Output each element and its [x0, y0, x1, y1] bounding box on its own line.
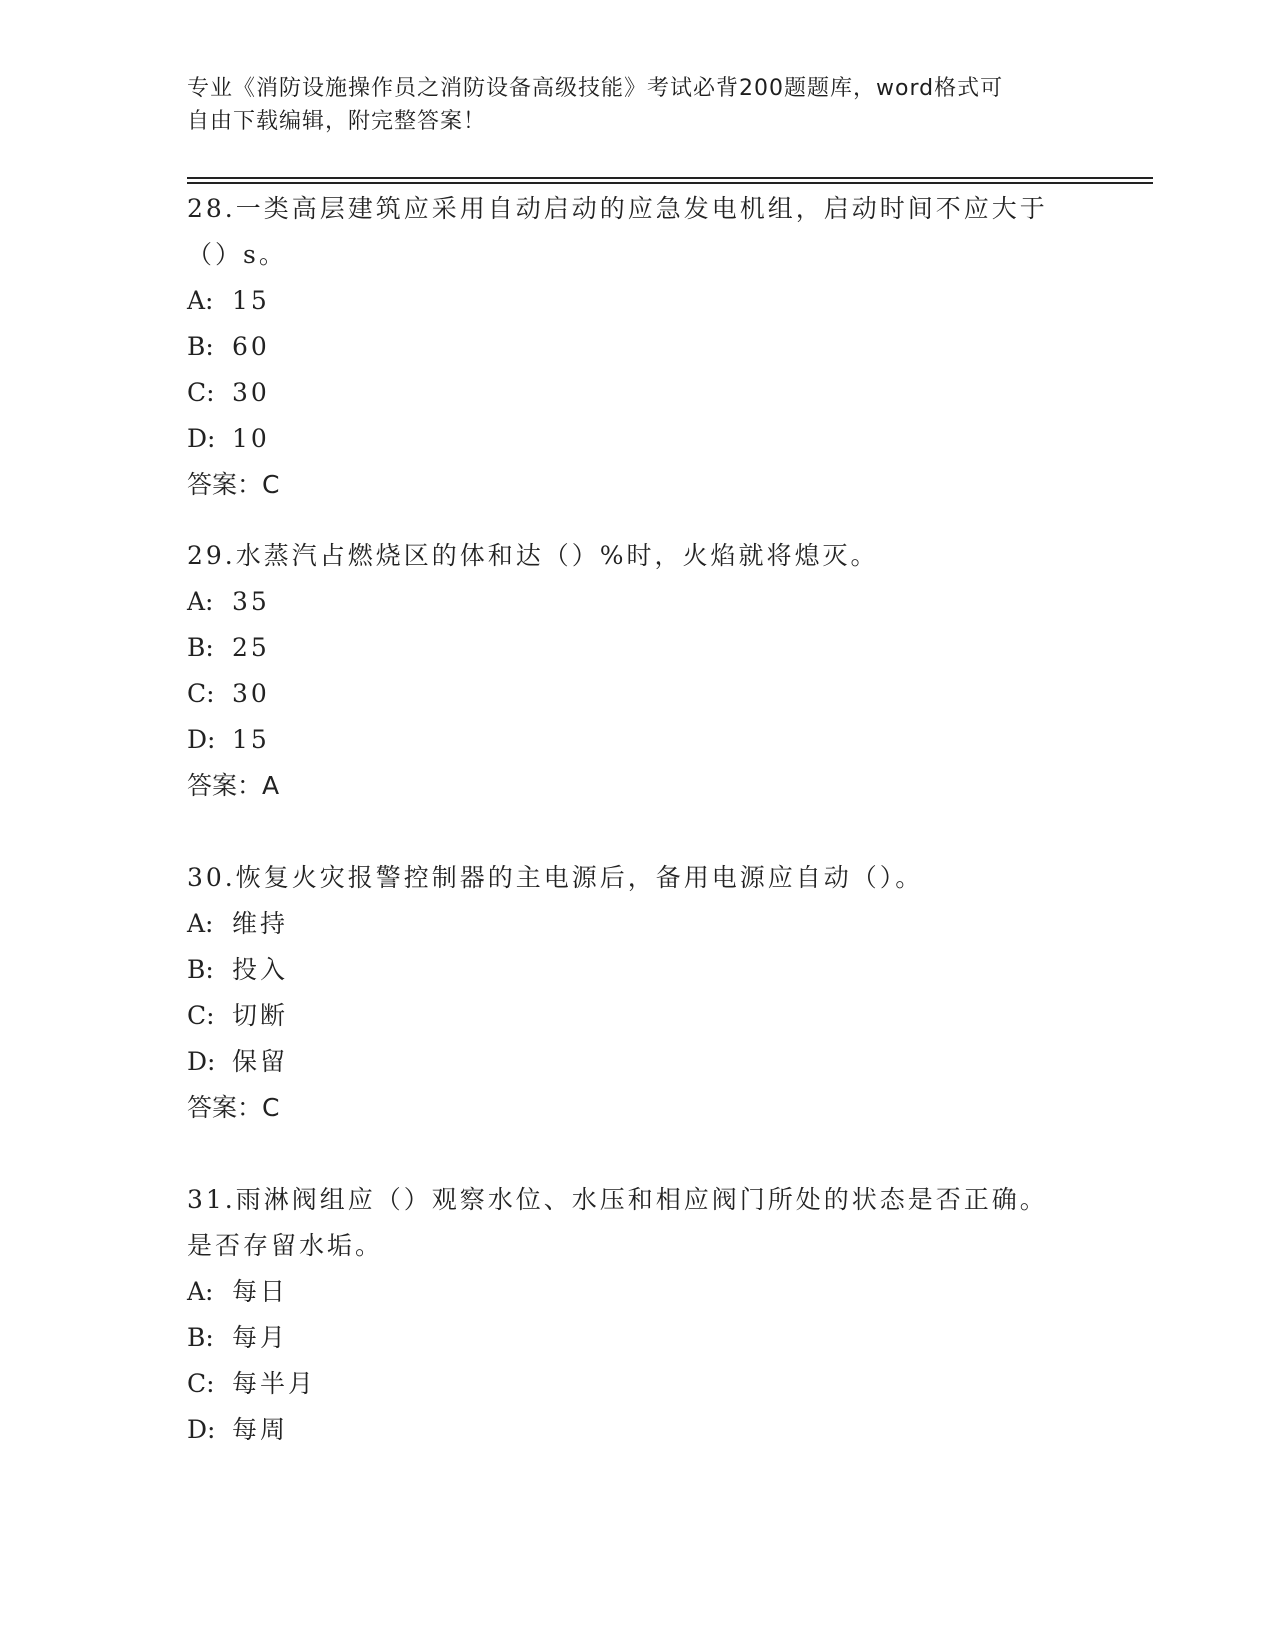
option-letter: C: [187, 679, 215, 708]
option-text: 35 [232, 587, 270, 616]
question-stem: 31.雨淋阀组应（）观察水位、水压和相应阀门所处的状态是否正确。 [187, 1185, 1048, 1214]
option-a [187, 278, 1087, 324]
option-letter: B: [187, 332, 214, 361]
option-letter: D: [187, 1047, 216, 1076]
option-c [187, 1361, 1087, 1407]
option-letter: D: [187, 424, 216, 453]
option-b [187, 625, 1087, 671]
answer: 答案：C [187, 470, 280, 499]
option-letter: C: [187, 378, 215, 407]
header-line-2: 自由下载编辑，附完整答案！ [187, 109, 487, 134]
header-divider-top [187, 177, 1153, 179]
option-letter: D: [187, 1415, 216, 1444]
question-stem: 28.一类高层建筑应采用自动启动的应急发电机组，启动时间不应大于 [187, 194, 1048, 223]
option-b [187, 947, 1087, 993]
option-text: 切断 [232, 1001, 289, 1030]
answer: 答案：A [187, 771, 280, 800]
question-stem: 29.水蒸汽占燃烧区的体和达（）%时，火焰就将熄灭。 [187, 541, 879, 570]
header-line-1: 专业《消防设施操作员之消防设备高级技能》考试必背200题题库，word格式可 [187, 76, 1004, 101]
option-letter: B: [187, 633, 214, 662]
option-text: 15 [232, 725, 270, 754]
option-text: 每半月 [232, 1369, 317, 1398]
question-stem: 30.恢复火灾报警控制器的主电源后，备用电源应自动（）。 [187, 863, 924, 892]
option-letter: A: [187, 286, 214, 315]
question-30 [187, 855, 1087, 1131]
header-divider-bottom [187, 182, 1153, 184]
option-text: 每周 [232, 1415, 289, 1444]
question-stem-continued: （）s。 [187, 240, 287, 269]
option-c [187, 370, 1087, 416]
option-letter: C: [187, 1001, 215, 1030]
option-d [187, 1039, 1087, 1085]
option-text: 每月 [232, 1323, 289, 1352]
option-text: 30 [232, 378, 270, 407]
option-a [187, 1269, 1087, 1315]
option-letter: B: [187, 955, 214, 984]
document-header [187, 72, 1067, 138]
option-text: 保留 [232, 1047, 289, 1076]
option-text: 10 [232, 424, 270, 453]
option-letter: B: [187, 1323, 214, 1352]
option-d [187, 1407, 1087, 1453]
option-text: 每日 [232, 1277, 289, 1306]
question-28 [187, 186, 1087, 508]
question-29 [187, 533, 1087, 809]
option-letter: A: [187, 587, 214, 616]
option-text: 25 [232, 633, 270, 662]
option-letter: A: [187, 1277, 214, 1306]
question-stem-continued: 是否存留水垢。 [187, 1231, 384, 1260]
option-c [187, 993, 1087, 1039]
option-text: 15 [232, 286, 270, 315]
option-letter: D: [187, 725, 216, 754]
option-letter: C: [187, 1369, 215, 1398]
option-a [187, 579, 1087, 625]
option-d [187, 717, 1087, 763]
option-letter: A: [187, 909, 214, 938]
question-31 [187, 1177, 1087, 1453]
option-text: 60 [232, 332, 270, 361]
option-d [187, 416, 1087, 462]
option-text: 30 [232, 679, 270, 708]
option-c [187, 671, 1087, 717]
option-b [187, 1315, 1087, 1361]
option-text: 维持 [232, 909, 289, 938]
option-a [187, 901, 1087, 947]
option-text: 投入 [232, 955, 289, 984]
answer: 答案：C [187, 1093, 280, 1122]
option-b [187, 324, 1087, 370]
